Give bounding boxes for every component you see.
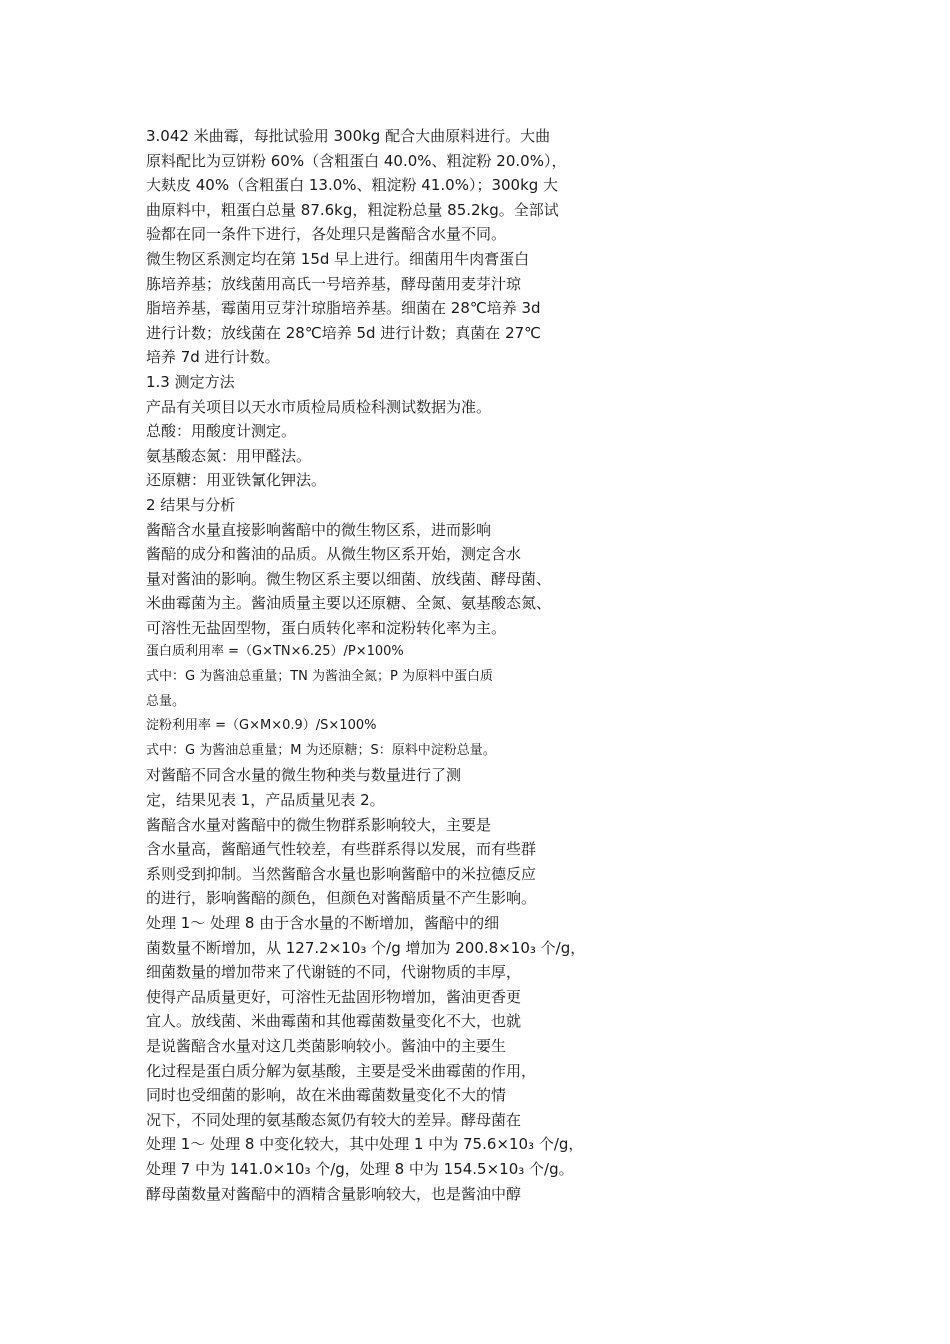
text-line: 曲原料中，粗蛋白总量 87.6kg，粗淀粉总量 85.2kg。全部试 xyxy=(146,200,559,219)
text-line: 的进行，影响酱醅的颜色，但颜色对酱醅质量不产生影响。 xyxy=(146,889,537,908)
text-line: 胨培养基；放线菌用高氏一号培养基，酵母菌用麦芽汁琼 xyxy=(146,274,522,293)
text-line: 处理 1～ 处理 8 中变化较大，其中处理 1 中为 75.6×10₃ 个/g， xyxy=(146,1135,584,1154)
text-line: 同时也受细菌的影响，故在米曲霉菌数量变化不大的情 xyxy=(146,1086,507,1105)
text-line: 总酸：用酸度计测定。 xyxy=(146,422,297,441)
text-line: 还原糖：用亚铁氰化钾法。 xyxy=(146,471,327,490)
text-line: 对酱醅不同含水量的微生物种类与数量进行了测 xyxy=(146,766,462,785)
text-line: 3.042 米曲霉，每批试验用 300kg 配合大曲原料进行。大曲 xyxy=(146,127,551,145)
text-line: 酱醅含水量对酱醅中的微生物群系影响较大，主要是 xyxy=(146,815,492,834)
text-line: 处理 1～ 处理 8 由于含水量的不断增加，酱醅中的细 xyxy=(146,914,500,932)
text-line: 式中：G 为酱油总重量；TN 为酱油全氮；P 为原料中蛋白质 xyxy=(146,669,493,685)
text-line: 米曲霉菌为主。酱油质量主要以还原糖、全氮、氨基酸态氮、 xyxy=(146,594,552,613)
text-line: 进行计数；放线菌在 28℃培养 5d 进行计数；真菌在 27℃ xyxy=(146,323,542,342)
text-line: 处理 7 中为 141.0×10₃ 个/g，处理 8 中为 154.5×10₃ 个/g。 xyxy=(146,1159,574,1178)
text-line: 验都在同一条件下进行，各处理只是酱醅含水量不同。 xyxy=(146,225,507,244)
text-line: 总量。 xyxy=(146,693,186,709)
text-line: 大麸皮 40%（含粗蛋白 13.0%、粗淀粉 41.0%）；300kg 大 xyxy=(146,176,559,195)
text-line: 酱醅含水量直接影响酱醅中的微生物区系，进而影响 xyxy=(146,520,492,539)
text-line: 氨基酸态氮：用甲醛法。 xyxy=(146,446,312,465)
text-line: 培养 7d 进行计数。 xyxy=(146,348,280,367)
text-line: 酵母菌数量对酱醅中的酒精含量影响较大，也是酱油中醇 xyxy=(146,1184,522,1203)
text-line: 脂培养基，霉菌用豆芽汁琼脂培养基。细菌在 28℃培养 3d xyxy=(146,299,541,318)
text-line: 含水量高，酱醅通气性较差，有些群系得以发展，而有些群 xyxy=(146,840,537,859)
text-line: 2 结果与分析 xyxy=(146,495,236,514)
text-line: 微生物区系测定均在第 15d 早上进行。细菌用牛肉膏蛋白 xyxy=(146,249,530,268)
text-line: 1.3 测定方法 xyxy=(146,372,235,391)
text-line: 原料配比为豆饼粉 60%（含粗蛋白 40.0%、粗淀粉 20.0%）， xyxy=(146,151,567,170)
text-line: 式中：G 为酱油总重量；M 为还原糖；S：原料中淀粉总量。 xyxy=(146,742,496,758)
text-line: 化过程是蛋白质分解为氨基酸，主要是受米曲霉菌的作用， xyxy=(146,1061,537,1080)
document-page xyxy=(146,124,606,1206)
text-line: 定，结果见表 1，产品质量见表 2。 xyxy=(146,791,385,810)
text-line: 蛋白质利用率 =（G×TN×6.25）/P×100% xyxy=(146,644,404,660)
text-line: 系则受到抑制。当然酱醅含水量也影响酱醅中的米拉德反应 xyxy=(146,864,537,883)
text-line: 可溶性无盐固型物，蛋白质转化率和淀粉转化率为主。 xyxy=(146,618,507,637)
text-line: 宜人。放线菌、米曲霉菌和其他霉菌数量变化不大，也就 xyxy=(146,1012,522,1031)
text-line: 产品有关项目以天水市质检局质检科测试数据为准。 xyxy=(146,397,492,416)
text-line: 是说酱醅含水量对这几类菌影响较小。酱油中的主要生 xyxy=(146,1036,507,1055)
text-line: 量对酱油的影响。微生物区系主要以细菌、放线菌、酵母菌、 xyxy=(146,569,552,588)
text-line: 使得产品质量更好，可溶性无盐固形物增加，酱油更香更 xyxy=(146,987,522,1006)
text-line: 酱醅的成分和酱油的品质。从微生物区系开始，测定含水 xyxy=(146,545,522,564)
text-line: 淀粉利用率 =（G×M×0.9）/S×100% xyxy=(146,718,377,734)
text-line: 细菌数量的增加带来了代谢链的不同，代谢物质的丰厚， xyxy=(146,963,522,982)
text-line: 况下，不同处理的氨基酸态氮仍有较大的差异。酵母菌在 xyxy=(146,1110,522,1129)
text-line: 菌数量不断增加，从 127.2×10₃ 个/g 增加为 200.8×10₃ 个/g， xyxy=(146,938,586,957)
